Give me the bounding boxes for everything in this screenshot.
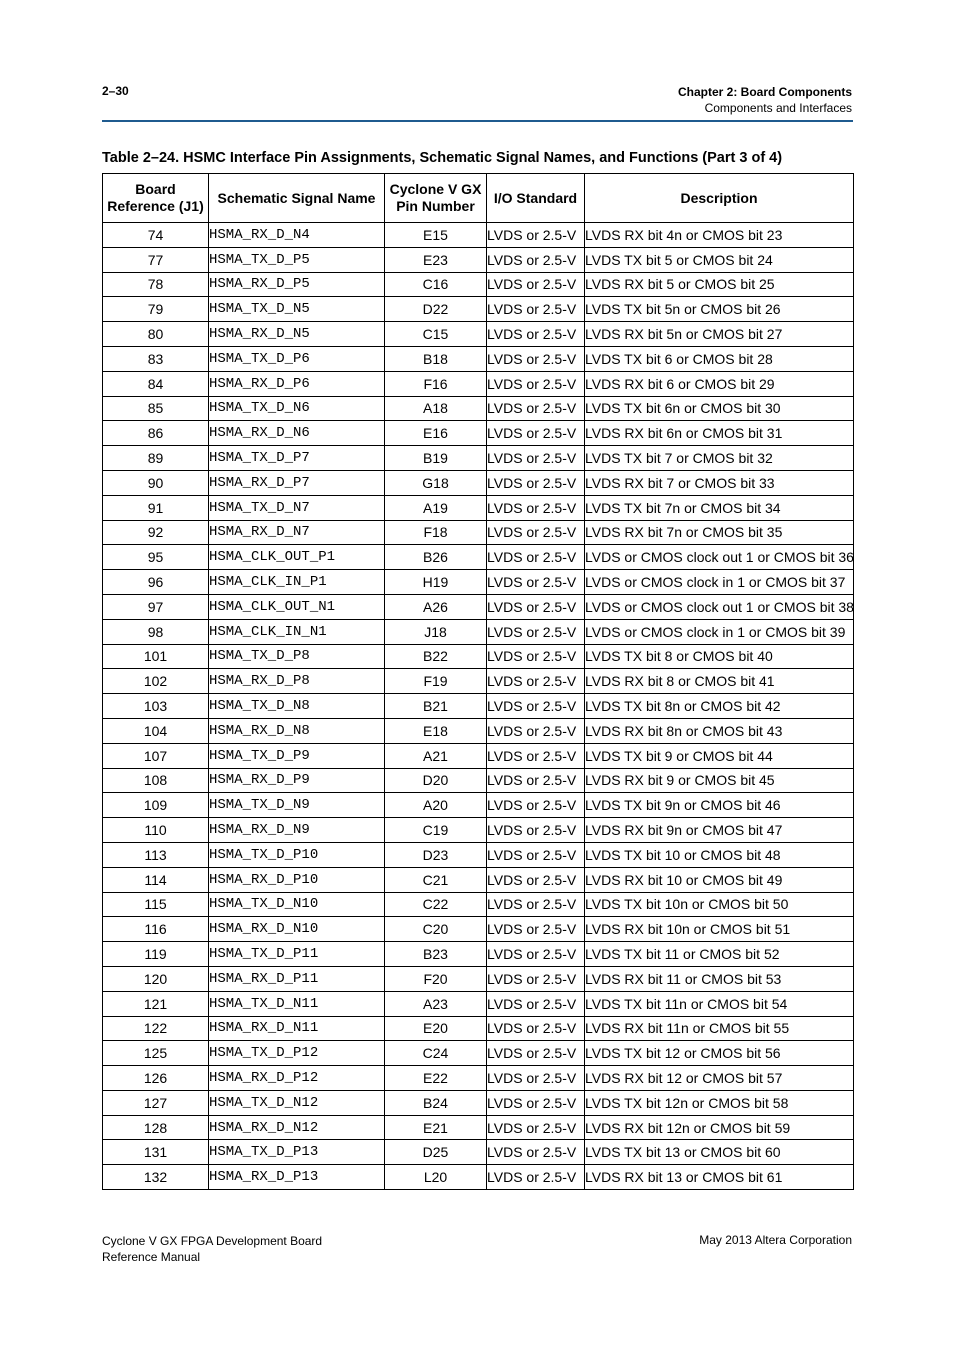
board-reference-cell: 90 (103, 470, 209, 495)
board-reference-cell: 103 (103, 694, 209, 719)
pin-number-cell: C15 (385, 322, 487, 347)
io-standard-cell: LVDS or 2.5-V (487, 793, 585, 818)
pin-number-cell: D22 (385, 297, 487, 322)
pin-number-cell: L20 (385, 1165, 487, 1190)
description-cell: LVDS RX bit 9n or CMOS bit 47 (585, 818, 854, 843)
description-cell: LVDS or CMOS clock in 1 or CMOS bit 37 (585, 570, 854, 595)
io-standard-cell: LVDS or 2.5-V (487, 966, 585, 991)
signal-name-cell: HSMA_TX_D_N9 (209, 793, 385, 818)
description-cell: LVDS TX bit 10n or CMOS bit 50 (585, 892, 854, 917)
signal-name-cell: HSMA_CLK_IN_P1 (209, 570, 385, 595)
io-standard-cell: LVDS or 2.5-V (487, 396, 585, 421)
signal-name-cell: HSMA_RX_D_N10 (209, 917, 385, 942)
table-row (103, 694, 854, 719)
table-header-row (103, 174, 854, 223)
io-standard-cell: LVDS or 2.5-V (487, 322, 585, 347)
signal-name-cell: HSMA_RX_D_N8 (209, 718, 385, 743)
io-standard-cell: LVDS or 2.5-V (487, 1140, 585, 1165)
signal-name-cell: HSMA_RX_D_P9 (209, 768, 385, 793)
io-standard-cell: LVDS or 2.5-V (487, 446, 585, 471)
chapter-title: Chapter 2: Board Components (677, 85, 852, 99)
description-cell: LVDS RX bit 8 or CMOS bit 41 (585, 669, 854, 694)
description-cell: LVDS RX bit 13 or CMOS bit 61 (585, 1165, 854, 1190)
pin-number-cell: E16 (385, 421, 487, 446)
description-cell: LVDS RX bit 7n or CMOS bit 35 (585, 520, 854, 545)
pin-number-cell: B22 (385, 644, 487, 669)
description-cell: LVDS RX bit 9 or CMOS bit 45 (585, 768, 854, 793)
signal-name-cell: HSMA_RX_D_P8 (209, 669, 385, 694)
pin-number-cell: B18 (385, 346, 487, 371)
pin-number-cell: G18 (385, 470, 487, 495)
pin-number-cell: F18 (385, 520, 487, 545)
io-standard-cell: LVDS or 2.5-V (487, 942, 585, 967)
description-cell: LVDS RX bit 8n or CMOS bit 43 (585, 718, 854, 743)
board-reference-cell: 113 (103, 842, 209, 867)
description-cell: LVDS RX bit 6 or CMOS bit 29 (585, 371, 854, 396)
table-row (103, 669, 854, 694)
io-standard-cell: LVDS or 2.5-V (487, 644, 585, 669)
pin-number-cell: C21 (385, 867, 487, 892)
io-standard-cell: LVDS or 2.5-V (487, 520, 585, 545)
table-row (103, 520, 854, 545)
io-standard-cell: LVDS or 2.5-V (487, 421, 585, 446)
description-cell: LVDS or CMOS clock out 1 or CMOS bit 36 (585, 545, 854, 570)
pin-number-cell: B26 (385, 545, 487, 570)
pin-number-cell: B19 (385, 446, 487, 471)
io-standard-cell: LVDS or 2.5-V (487, 669, 585, 694)
signal-name-cell: HSMA_RX_D_N12 (209, 1115, 385, 1140)
board-reference-cell: 96 (103, 570, 209, 595)
table-row (103, 942, 854, 967)
board-reference-cell: 97 (103, 594, 209, 619)
table-row (103, 545, 854, 570)
signal-name-cell: HSMA_TX_D_N5 (209, 297, 385, 322)
table-row (103, 867, 854, 892)
pin-number-cell: A19 (385, 495, 487, 520)
table-row (103, 1115, 854, 1140)
pin-number-cell: B21 (385, 694, 487, 719)
signal-name-cell: HSMA_RX_D_N7 (209, 520, 385, 545)
signal-name-cell: HSMA_TX_D_P13 (209, 1140, 385, 1165)
description-cell: LVDS RX bit 10 or CMOS bit 49 (585, 867, 854, 892)
pin-number-cell: D20 (385, 768, 487, 793)
board-reference-cell: 128 (103, 1115, 209, 1140)
signal-name-cell: HSMA_RX_D_N4 (209, 223, 385, 248)
io-standard-cell: LVDS or 2.5-V (487, 594, 585, 619)
io-standard-cell: LVDS or 2.5-V (487, 917, 585, 942)
table-row (103, 272, 854, 297)
signal-name-cell: HSMA_TX_D_N10 (209, 892, 385, 917)
col-header-signal-name: Schematic Signal Name (209, 174, 385, 223)
io-standard-cell: LVDS or 2.5-V (487, 297, 585, 322)
board-reference-cell: 132 (103, 1165, 209, 1190)
description-cell: LVDS TX bit 7 or CMOS bit 32 (585, 446, 854, 471)
description-cell: LVDS TX bit 12 or CMOS bit 56 (585, 1041, 854, 1066)
io-standard-cell: LVDS or 2.5-V (487, 495, 585, 520)
signal-name-cell: HSMA_RX_D_P5 (209, 272, 385, 297)
pin-number-cell: E21 (385, 1115, 487, 1140)
signal-name-cell: HSMA_RX_D_N9 (209, 818, 385, 843)
pin-number-cell: J18 (385, 619, 487, 644)
board-reference-cell: 121 (103, 991, 209, 1016)
table-row (103, 322, 854, 347)
description-cell: LVDS RX bit 11 or CMOS bit 53 (585, 966, 854, 991)
io-standard-cell: LVDS or 2.5-V (487, 1041, 585, 1066)
signal-name-cell: HSMA_TX_D_P11 (209, 942, 385, 967)
signal-name-cell: HSMA_RX_D_N6 (209, 421, 385, 446)
signal-name-cell: HSMA_RX_D_P13 (209, 1165, 385, 1190)
table-row (103, 570, 854, 595)
signal-name-cell: HSMA_RX_D_N5 (209, 322, 385, 347)
board-reference-cell: 125 (103, 1041, 209, 1066)
description-cell: LVDS TX bit 6n or CMOS bit 30 (585, 396, 854, 421)
signal-name-cell: HSMA_RX_D_P12 (209, 1066, 385, 1091)
table-row (103, 1140, 854, 1165)
signal-name-cell: HSMA_CLK_OUT_P1 (209, 545, 385, 570)
table-row (103, 818, 854, 843)
description-cell: LVDS TX bit 10 or CMOS bit 48 (585, 842, 854, 867)
pin-number-cell: C24 (385, 1041, 487, 1066)
col-header-pin-number: Cyclone V GX Pin Number (385, 174, 487, 223)
io-standard-cell: LVDS or 2.5-V (487, 570, 585, 595)
board-reference-cell: 131 (103, 1140, 209, 1165)
signal-name-cell: HSMA_TX_D_N11 (209, 991, 385, 1016)
signal-name-cell: HSMA_RX_D_P6 (209, 371, 385, 396)
col-header-board-reference: Board Reference (J1) (103, 174, 209, 223)
table-body (103, 223, 854, 1190)
io-standard-cell: LVDS or 2.5-V (487, 545, 585, 570)
io-standard-cell: LVDS or 2.5-V (487, 247, 585, 272)
board-reference-cell: 98 (103, 619, 209, 644)
table-row (103, 743, 854, 768)
table-row (103, 594, 854, 619)
table-row (103, 470, 854, 495)
table-row (103, 1165, 854, 1190)
io-standard-cell: LVDS or 2.5-V (487, 743, 585, 768)
io-standard-cell: LVDS or 2.5-V (487, 1066, 585, 1091)
io-standard-cell: LVDS or 2.5-V (487, 1115, 585, 1140)
section-title: Components and Interfaces (704, 101, 852, 115)
signal-name-cell: HSMA_TX_D_P8 (209, 644, 385, 669)
board-reference-cell: 122 (103, 1016, 209, 1041)
signal-name-cell: HSMA_TX_D_N8 (209, 694, 385, 719)
pin-number-cell: D25 (385, 1140, 487, 1165)
table-row (103, 619, 854, 644)
description-cell: LVDS TX bit 6 or CMOS bit 28 (585, 346, 854, 371)
description-cell: LVDS RX bit 11n or CMOS bit 55 (585, 1016, 854, 1041)
pin-number-cell: F20 (385, 966, 487, 991)
signal-name-cell: HSMA_RX_D_P11 (209, 966, 385, 991)
board-reference-cell: 85 (103, 396, 209, 421)
signal-name-cell: HSMA_TX_D_P5 (209, 247, 385, 272)
signal-name-cell: HSMA_TX_D_P12 (209, 1041, 385, 1066)
pin-number-cell: A18 (385, 396, 487, 421)
board-reference-cell: 101 (103, 644, 209, 669)
io-standard-cell: LVDS or 2.5-V (487, 1090, 585, 1115)
description-cell: LVDS or CMOS clock in 1 or CMOS bit 39 (585, 619, 854, 644)
description-cell: LVDS RX bit 6n or CMOS bit 31 (585, 421, 854, 446)
io-standard-cell: LVDS or 2.5-V (487, 892, 585, 917)
board-reference-cell: 115 (103, 892, 209, 917)
table-row (103, 346, 854, 371)
table-row (103, 1066, 854, 1091)
col-header-description: Description (585, 174, 854, 223)
table-row (103, 966, 854, 991)
io-standard-cell: LVDS or 2.5-V (487, 371, 585, 396)
pin-number-cell: F19 (385, 669, 487, 694)
table-caption: Table 2–24. HSMC Interface Pin Assignments, Schematic Signal Names, and Functions (Part 3 of 4) (102, 150, 783, 166)
description-cell: LVDS RX bit 4n or CMOS bit 23 (585, 223, 854, 248)
pin-number-cell: E20 (385, 1016, 487, 1041)
board-reference-cell: 77 (103, 247, 209, 272)
pin-number-cell: A26 (385, 594, 487, 619)
signal-name-cell: HSMA_TX_D_P10 (209, 842, 385, 867)
pin-number-cell: A20 (385, 793, 487, 818)
io-standard-cell: LVDS or 2.5-V (487, 694, 585, 719)
board-reference-cell: 83 (103, 346, 209, 371)
io-standard-cell: LVDS or 2.5-V (487, 1165, 585, 1190)
description-cell: LVDS RX bit 12 or CMOS bit 57 (585, 1066, 854, 1091)
pin-number-cell: B23 (385, 942, 487, 967)
signal-name-cell: HSMA_RX_D_N11 (209, 1016, 385, 1041)
running-header (678, 84, 852, 116)
table-row (103, 396, 854, 421)
board-reference-cell: 102 (103, 669, 209, 694)
board-reference-cell: 89 (103, 446, 209, 471)
description-cell: LVDS TX bit 7n or CMOS bit 34 (585, 495, 854, 520)
pin-number-cell: C22 (385, 892, 487, 917)
pin-number-cell: C19 (385, 818, 487, 843)
board-reference-cell: 78 (103, 272, 209, 297)
table-row (103, 1041, 854, 1066)
io-standard-cell: LVDS or 2.5-V (487, 718, 585, 743)
signal-name-cell: HSMA_CLK_IN_N1 (209, 619, 385, 644)
table-row (103, 1016, 854, 1041)
col-header-io-standard: I/O Standard (487, 174, 585, 223)
board-reference-cell: 107 (103, 743, 209, 768)
table-row (103, 768, 854, 793)
signal-name-cell: HSMA_TX_D_N7 (209, 495, 385, 520)
description-cell: LVDS TX bit 11 or CMOS bit 52 (585, 942, 854, 967)
description-cell: LVDS RX bit 10n or CMOS bit 51 (585, 917, 854, 942)
description-cell: LVDS RX bit 7 or CMOS bit 33 (585, 470, 854, 495)
io-standard-cell: LVDS or 2.5-V (487, 619, 585, 644)
board-reference-cell: 110 (103, 818, 209, 843)
table-row (103, 1090, 854, 1115)
board-reference-cell: 119 (103, 942, 209, 967)
signal-name-cell: HSMA_TX_D_N6 (209, 396, 385, 421)
table-row (103, 446, 854, 471)
io-standard-cell: LVDS or 2.5-V (487, 818, 585, 843)
pin-number-cell: F16 (385, 371, 487, 396)
footer-doc-title: Cyclone V GX FPGA Development Board Reference Manual (102, 1234, 323, 1264)
board-reference-cell: 92 (103, 520, 209, 545)
pin-number-cell: C16 (385, 272, 487, 297)
table-row (103, 247, 854, 272)
table-row (103, 644, 854, 669)
io-standard-cell: LVDS or 2.5-V (487, 768, 585, 793)
board-reference-cell: 95 (103, 545, 209, 570)
pin-number-cell: A23 (385, 991, 487, 1016)
table-row (103, 718, 854, 743)
table-row (103, 793, 854, 818)
board-reference-cell: 80 (103, 322, 209, 347)
pin-number-cell: D23 (385, 842, 487, 867)
pin-number-cell: E22 (385, 1066, 487, 1091)
description-cell: LVDS RX bit 5n or CMOS bit 27 (585, 322, 854, 347)
signal-name-cell: HSMA_RX_D_P7 (209, 470, 385, 495)
table-row (103, 892, 854, 917)
table-row (103, 495, 854, 520)
pin-number-cell: E23 (385, 247, 487, 272)
pin-number-cell: B24 (385, 1090, 487, 1115)
description-cell: LVDS TX bit 13 or CMOS bit 60 (585, 1140, 854, 1165)
description-cell: LVDS RX bit 5 or CMOS bit 25 (585, 272, 854, 297)
signal-name-cell: HSMA_TX_D_P6 (209, 346, 385, 371)
page-number: 2–30 (102, 84, 129, 98)
table-row (103, 371, 854, 396)
io-standard-cell: LVDS or 2.5-V (487, 1016, 585, 1041)
board-reference-cell: 104 (103, 718, 209, 743)
io-standard-cell: LVDS or 2.5-V (487, 346, 585, 371)
board-reference-cell: 126 (103, 1066, 209, 1091)
io-standard-cell: LVDS or 2.5-V (487, 867, 585, 892)
signal-name-cell: HSMA_TX_D_P7 (209, 446, 385, 471)
table-row (103, 223, 854, 248)
footer-date-company: May 2013 Altera Corporation (699, 1233, 852, 1247)
header-rule (102, 120, 853, 122)
signal-name-cell: HSMA_TX_D_N12 (209, 1090, 385, 1115)
description-cell: LVDS TX bit 9 or CMOS bit 44 (585, 743, 854, 768)
io-standard-cell: LVDS or 2.5-V (487, 223, 585, 248)
board-reference-cell: 74 (103, 223, 209, 248)
io-standard-cell: LVDS or 2.5-V (487, 842, 585, 867)
io-standard-cell: LVDS or 2.5-V (487, 470, 585, 495)
board-reference-cell: 84 (103, 371, 209, 396)
description-cell: LVDS TX bit 12n or CMOS bit 58 (585, 1090, 854, 1115)
description-cell: LVDS TX bit 5n or CMOS bit 26 (585, 297, 854, 322)
pin-number-cell: H19 (385, 570, 487, 595)
board-reference-cell: 116 (103, 917, 209, 942)
table-row (103, 991, 854, 1016)
table-row (103, 421, 854, 446)
description-cell: LVDS TX bit 5 or CMOS bit 24 (585, 247, 854, 272)
pin-number-cell: A21 (385, 743, 487, 768)
io-standard-cell: LVDS or 2.5-V (487, 991, 585, 1016)
io-standard-cell: LVDS or 2.5-V (487, 272, 585, 297)
signal-name-cell: HSMA_CLK_OUT_N1 (209, 594, 385, 619)
board-reference-cell: 79 (103, 297, 209, 322)
table-row (103, 297, 854, 322)
board-reference-cell: 108 (103, 768, 209, 793)
table-row (103, 842, 854, 867)
description-cell: LVDS or CMOS clock out 1 or CMOS bit 38 (585, 594, 854, 619)
pin-number-cell: E15 (385, 223, 487, 248)
pin-assignment-table (102, 173, 854, 1190)
board-reference-cell: 86 (103, 421, 209, 446)
signal-name-cell: HSMA_RX_D_P10 (209, 867, 385, 892)
pin-number-cell: E18 (385, 718, 487, 743)
board-reference-cell: 109 (103, 793, 209, 818)
board-reference-cell: 91 (103, 495, 209, 520)
board-reference-cell: 114 (103, 867, 209, 892)
table-row (103, 917, 854, 942)
board-reference-cell: 120 (103, 966, 209, 991)
description-cell: LVDS RX bit 12n or CMOS bit 59 (585, 1115, 854, 1140)
description-cell: LVDS TX bit 8 or CMOS bit 40 (585, 644, 854, 669)
signal-name-cell: HSMA_TX_D_P9 (209, 743, 385, 768)
board-reference-cell: 127 (103, 1090, 209, 1115)
pin-number-cell: C20 (385, 917, 487, 942)
description-cell: LVDS TX bit 9n or CMOS bit 46 (585, 793, 854, 818)
description-cell: LVDS TX bit 8n or CMOS bit 42 (585, 694, 854, 719)
description-cell: LVDS TX bit 11n or CMOS bit 54 (585, 991, 854, 1016)
